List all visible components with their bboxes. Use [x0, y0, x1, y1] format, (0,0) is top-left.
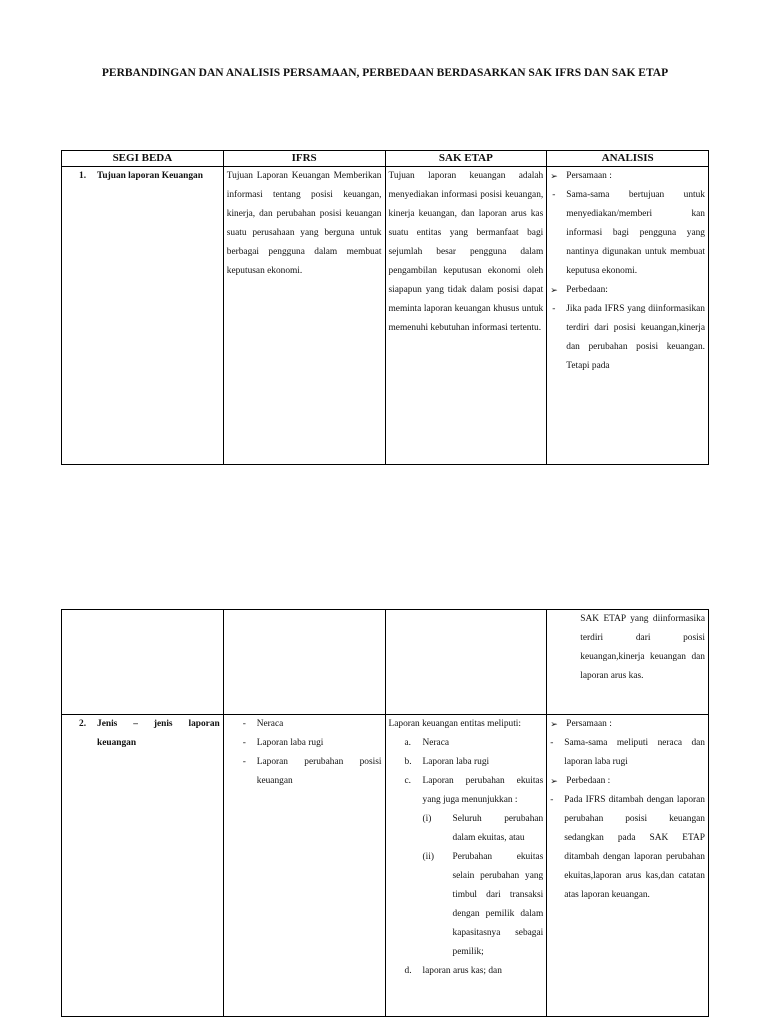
header-analisis: ANALISIS [547, 151, 709, 167]
table-row [62, 715, 709, 1017]
header-segi-beda: SEGI BEDA [62, 151, 224, 167]
sak-etap-intro: Laporan keuangan entitas meliputi: [388, 719, 522, 729]
segi-item [65, 715, 220, 753]
list-item: b. Laporan laba rugi [404, 757, 490, 767]
list-item: c. Laporan perubahan ekuitas yang juga menunjukkan : [404, 776, 544, 805]
segi-cell [62, 610, 224, 715]
perbedaan-heading [550, 281, 705, 300]
perbedaan-label: Perbedaan : [566, 776, 611, 786]
perbedaan-label: Perbedaan: [566, 285, 608, 295]
ifrs-cell [223, 610, 385, 715]
arrow-bullet-icon: ➢ [550, 776, 558, 786]
perbedaan-item [550, 791, 705, 905]
perbedaan-heading [550, 772, 705, 791]
ifrs-list [227, 715, 382, 791]
sak-etap-cell: Tujuan laporan keuangan adalah menyediakan informasi posisi keuangan, kinerja keuangan, dan laporan arus kas suatu entitas yang bermanfaat bagi sejumlah besar pengguna dalam pengambilan keputusan ekonomi oleh siapapun yang tidak dalam posisi dapat meminta laporan keuangan khusus untuk memenuhi kebutuhan informasi tertentu. [385, 167, 547, 465]
sak-etap-cell [385, 610, 547, 715]
dash-marker: - [242, 719, 246, 729]
segi-number: 2. [79, 719, 87, 729]
list-item: - Neraca [243, 715, 382, 734]
arrow-bullet-icon: ➢ [550, 719, 558, 729]
analisis-cell [547, 167, 709, 465]
dash-marker: - [552, 304, 556, 314]
table-row [62, 610, 709, 715]
arrow-bullet-icon: ➢ [550, 285, 558, 295]
comparison-table-part1 [61, 150, 709, 465]
dash-marker: - [552, 190, 556, 200]
perbedaan-text: Jika pada IFRS yang diinformasikan terdiri dari posisi keuangan,kinerja dan perubahan posisi keuangan. Tetapi pada [566, 304, 705, 371]
sak-etap-cell [385, 715, 547, 1017]
persamaan-item [550, 734, 705, 772]
table-header-row [62, 151, 709, 167]
perbedaan-text: Pada IFRS ditambah dengan laporan perubahan posisi keuangan sedangkan pada SAK ETAP ditambah dengan laporan perubahan ekuitas,laporan arus kas,dan catatan atas laporan keuangan. [564, 795, 705, 900]
segi-label: Jenis – jenis laporan keuangan [97, 719, 220, 748]
dash-marker: - [550, 738, 554, 748]
persamaan-heading [550, 715, 705, 734]
table-row [62, 167, 709, 465]
segi-cell [62, 715, 224, 1017]
ifrs-cell [223, 715, 385, 1017]
header-sak-etap: SAK ETAP [385, 151, 547, 167]
list-item: - Laporan perubahan posisi keuangan [243, 753, 382, 791]
list-item: (ii) Perubahan ekuitas selain perubahan yang timbul dari transaksi dengan pemilik dalam kapasitasnya sebagai pemilik; [422, 852, 544, 957]
comparison-table-part2 [61, 609, 709, 1017]
persamaan-item [550, 186, 705, 281]
segi-number: 1. [79, 171, 87, 181]
persamaan-heading [550, 167, 705, 186]
segi-item [65, 167, 220, 186]
perbedaan-item [550, 300, 705, 376]
ifrs-cell: Tujuan Laporan Keuangan Memberikan informasi tentang posisi keuangan, kinerja, dan perubahan posisi keuangan suatu perusahaan yang berguna untuk berbagai pengguna dalam membuat keputusan ekonomi. [223, 167, 385, 465]
list-item: - Laporan laba rugi [243, 734, 382, 753]
arrow-bullet-icon: ➢ [550, 171, 558, 181]
dash-marker: - [242, 757, 246, 767]
persamaan-label: Persamaan : [566, 171, 612, 181]
persamaan-text: Sama-sama meliputi neraca dan laporan laba rugi [564, 738, 705, 767]
perbedaan-continued-text: SAK ETAP yang diinformasika terdiri dari posisi keuangan,kinerja keuangan dan laporan arus kas. [580, 614, 705, 681]
dash-marker: - [550, 795, 554, 805]
list-item: a. Neraca [404, 738, 450, 748]
document-title: PERBANDINGAN DAN ANALISIS PERSAMAAN, PERBEDAAN BERDASARKAN SAK IFRS DAN SAK ETAP [101, 67, 669, 79]
analisis-cell [547, 715, 709, 1017]
perbedaan-continued [550, 610, 705, 686]
list-item: (i) Seluruh perubahan dalam ekuitas, atau [422, 814, 544, 843]
segi-label: Tujuan laporan Keuangan [97, 171, 203, 181]
header-ifrs: IFRS [223, 151, 385, 167]
persamaan-label: Persamaan : [566, 719, 612, 729]
segi-cell [62, 167, 224, 465]
dash-marker: - [242, 738, 246, 748]
list-item: d. laporan arus kas; dan [404, 966, 502, 976]
analisis-cell [547, 610, 709, 715]
persamaan-text: Sama-sama bertujuan untuk menyediakan/memberi kan informasi bagi pengguna yang nantinya digunakan untuk membuat keputusa ekonomi. [566, 190, 705, 276]
